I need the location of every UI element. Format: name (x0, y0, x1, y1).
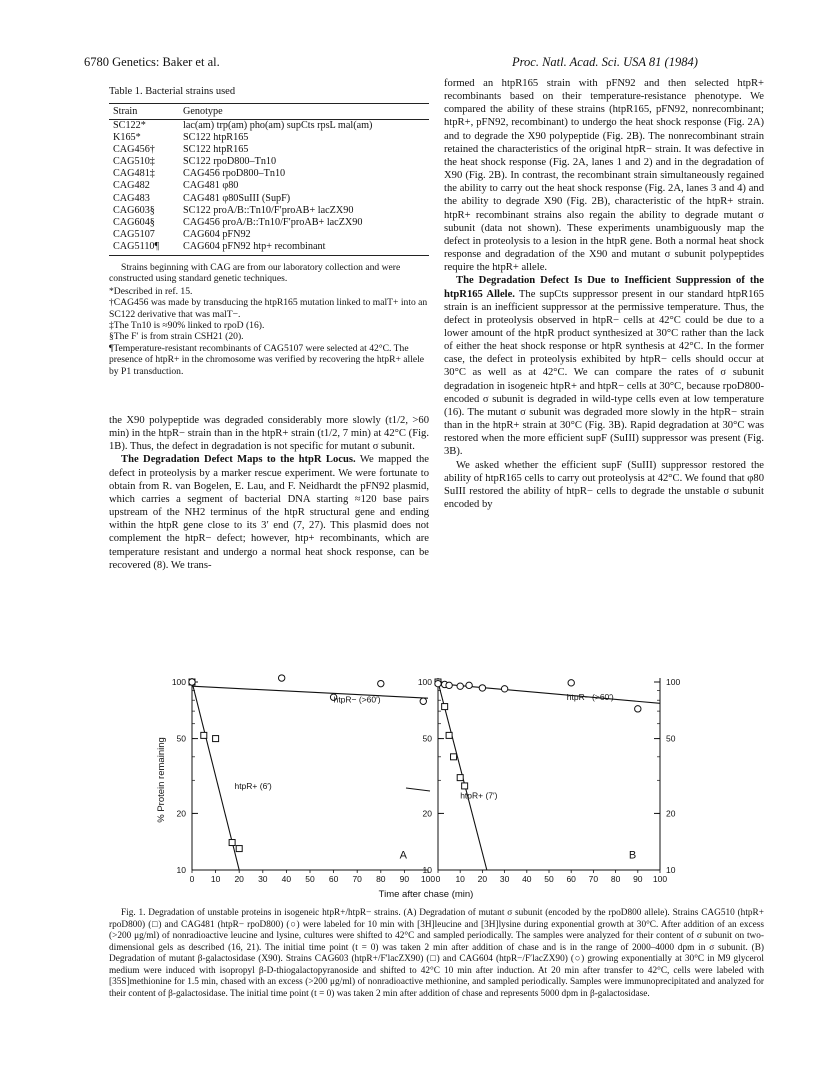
table-row (109, 120, 429, 133)
table-row (109, 217, 429, 229)
table-row (109, 132, 429, 144)
strain-cell: SC122* (113, 120, 146, 131)
y-tick-label: 50 (422, 733, 432, 744)
paragraph (109, 453, 429, 571)
data-point-circle (189, 679, 195, 685)
table-note: §The F′ is from strain CSH21 (20). (109, 331, 244, 343)
genotype-cell: CAG481 φ80SuIII (SupF) (183, 192, 291, 204)
table-body (109, 120, 429, 256)
data-point-circle (446, 682, 452, 688)
pointer-line (406, 788, 430, 791)
table-notes (109, 262, 429, 377)
genotype-cell: SC122 htpR165 (183, 132, 249, 144)
y-tick-label: 20 (422, 808, 432, 819)
paragraph: formed an htpR165 strain with pFN92 and then selected htpR+ recombinants based on their temperature-resistance phenotype. We compared the ability of these strains (htpR165, pFN92, nonrecombinant; htpR+, pFN92, recombinant) to undergo the heat shock response (Fig. 2A) and to degrade the X90 polypeptide (Fig. 2B). The nonrecombinant strain retained the characteristics of the original htpR− strain. It was defective in the heat shock response (Fig. 2A, lanes 1 and 2) and in the degradation of X90 (Fig. 2B). In contrast, the recombinant strain simultaneously regained the ability to carry out the heat shock response (Fig. 2A, lanes 3 and 4) and the ability to degrade X90 (Fig. 2B), characteristic of the htpR+ strain. htpR+ recombinant strains also regain the ability to degrade mutant σ subunit (data not shown). These experiments unambiguously map the defect in proteolysis to a lesion in the htpR gene. Both a normal heat shock response and degradation of the X90 and mutant σ subunit polypeptides require the htpR+ allele. (444, 78, 764, 274)
panel-label: A (399, 849, 408, 862)
series-label: htpR+ (7′) (460, 790, 498, 801)
data-point-circle (435, 680, 441, 686)
series-label: htpR+ (6′) (234, 780, 272, 791)
x-tick-label: 40 (281, 874, 292, 884)
y-tick-label-right: 10 (666, 865, 676, 875)
data-point-circle (378, 680, 384, 686)
table-row (109, 144, 429, 156)
strain-cell: CAG604§ (113, 216, 155, 228)
genotype-cell: SC122 htpR165 (183, 144, 249, 156)
x-tick-label: 70 (352, 874, 362, 884)
strain-cell: CAG481‡ (113, 168, 155, 180)
data-point-square (446, 732, 452, 738)
x-tick-label: 30 (258, 874, 268, 884)
x-tick-label: 40 (522, 874, 532, 884)
y-tick-label-right: 20 (666, 808, 676, 819)
left-column (109, 414, 429, 572)
series-label: htpR− (>60′) (333, 694, 381, 705)
x-tick-label: 100 (420, 874, 436, 884)
y-tick-label: 10 (422, 865, 432, 875)
data-point-square (442, 704, 448, 710)
table-row (109, 180, 429, 192)
paragraph (444, 274, 764, 458)
table-row (109, 205, 429, 217)
fit-line (192, 686, 428, 698)
paragraph: the X90 polypeptide was degraded considerably more slowly (t1/2, >60 min) in the htpR− strain than in the htpR+ strain (t1/2, 7 min) at 42°C (Fig. 1B). Thus, the defect in degradation is not specific for mutant σ subunit. (109, 415, 429, 453)
section-heading: The Degradation Defect Maps to the htpR Locus. (121, 454, 356, 466)
x-tick-label: 60 (566, 874, 576, 884)
x-tick-label: 100 (652, 874, 668, 884)
strain-cell: CAG482 (113, 180, 150, 192)
strain-table (109, 103, 429, 256)
x-tick-label: 20 (477, 874, 488, 884)
data-point-square (457, 775, 463, 781)
table-row (109, 241, 429, 256)
table-1 (109, 86, 429, 377)
x-tick-label: 50 (305, 874, 315, 884)
genotype-cell: CAG604 pFN92 htp+ recombinant (179, 241, 429, 256)
table-title: Table 1. Bacterial strains used (109, 86, 236, 97)
table-row (109, 229, 429, 241)
figure-caption (109, 908, 764, 1000)
table-note: †CAG456 was made by transducing the htpR165 mutation linked to malT+ into an SC122 derivative that was malT−. (109, 297, 428, 320)
x-tick-label: 50 (544, 874, 554, 884)
x-tick-label: 30 (499, 874, 510, 884)
x-tick-label: 70 (588, 874, 599, 884)
genotype-cell: CAG604 pFN92 (183, 228, 251, 240)
page-header-left: 6780 Genetics: Baker et al. (84, 55, 220, 69)
table-note: ‡The Tn10 is ≈90% linked to rpoD (16). (109, 320, 265, 332)
strain-cell: CAG510‡ (113, 156, 155, 168)
data-point-circle (457, 683, 463, 689)
y-tick-label-right: 100 (666, 677, 681, 687)
genotype-cell: CAG456 rpoD800–Tn10 (183, 168, 286, 180)
y-tick-label-right: 50 (666, 733, 676, 744)
data-point-square (229, 840, 235, 846)
strain-cell: CAG5107 (113, 228, 155, 240)
table-row (109, 168, 429, 180)
genotype-cell: SC122 proA/B::Tn10/F′proAB+ lacZX90 (183, 204, 354, 216)
strain-cell: CAG483 (113, 192, 150, 204)
table-note: Strains beginning with CAG are from our laboratory collection and were constructed using standard genetic techniques. (109, 262, 401, 285)
page-header-right: Proc. Natl. Acad. Sci. USA 81 (1984) (512, 55, 698, 69)
section-text: We mapped the defect in proteolysis by a marker rescue experiment. We were fortunate to obtain from R. van Bogelen, E. Lau, and F. Neidhardt the pFN92 plasmid, which carries a segment of bacterial DNA starting ≈120 base pairs upstream of the NH2 terminus of the htpR structural gene and ending within the htpR gene close to its 3′ end (7, 27). This plasmid does not complement the htpR− defect; however, htp+ recombinants, which are temperature resistant and undergo a normal heat shock response, can be recovered (8). We trans- (109, 454, 429, 571)
section-heading: The Degradation Defect Is Due to Inefficient Suppression of the htpR165 Allele. (444, 275, 764, 300)
caption-text: Fig. 1. Degradation of unstable proteins in isogeneic htpR+/htpR− strains. (A) Degradation of mutant σ subunit (encoded by the rpoD800 allele). Strains CAG510 (htpR+ rpoD800) (□) and CAG481 (htpR− rpoD800) (○) were labeled for 10 min with [3H]leucine and [3H]lysine during exponential growth at 30°C. After addition of an excess (>200 μg/ml) of nonradioactive leucine and lysine, cultures were shifted to 42°C and sampled periodically. The samples were analyzed for their content of σ subunit on two-dimensional gels as described (16, 21). The initial time point (t = 0) was taken 2 min after addition of chase and is in the range of 2000–4000 dpm in σ subunit. (B) Degradation of mutant β-galactosidase (X90). Strains CAG603 (htpR+/F′lacZX90) (□) and CAG604 (htpR−/F′lacZX90) (○) growing exponentially at 30°C in M9 glycerol medium were induced with isopropyl β-D-thiogalactopyranoside and shifted to 42°C 10 min after induction. At 20 min after transfer to 42°C, cells were labeled with [35S]methionine for 1.5 min, chased with an excess (>200 μg/ml) of nonradioactive methionine, and sampled periodically. Samples were immunoprecipitated and analyzed for their content of β-galactosidase. The initial time point (t = 0) was taken 2 min after addition of chase and represents 5000 dpm in β-galactosidase. (109, 908, 764, 999)
section-text: The supCts suppressor present in our standard htpR165 strain is an inefficient suppressor at the permissive temperature. Thus, the defect in proteolysis observed in htpR− cells at 42°C could be due to a lower amount of the htpR product synthesized at 30°C rather than the lack of either the heat shock response or htpR synthesis at 42°C. In the former case, the defect in proteolysis exhibited by htpR− cells should occur at 30°C as well as at 42°C. We can compare the rates of σ subunit degradation in isogeneic htpR+ and htpR− cells at 30°C, because rpoD800-encoded σ subunit is degraded in wild-type cells even at low temperature (16). The mutant σ subunit was degraded more slowly in the htpR− strain than in the htpR+ strain at 30°C (Fig. 3B). Rapid degradation at 30°C was restored when the more efficient supF (SuIII) suppressor was present (Fig. 3B). (444, 288, 765, 458)
data-point-circle (420, 698, 426, 704)
x-tick-label: 10 (210, 874, 221, 884)
genotype-cell: CAG456 proA/B::Tn10/F′proAB+ lacZX90 (183, 216, 363, 228)
y-tick-label: 100 (417, 677, 432, 687)
x-tick-label: 80 (610, 874, 621, 884)
x-axis-label: Time after chase (min) (378, 889, 474, 900)
data-point-square (201, 732, 207, 738)
panel-label: B (628, 849, 637, 862)
data-point-circle (278, 675, 284, 681)
strain-cell: CAG603§ (113, 204, 155, 216)
col-header-strain: Strain (109, 104, 179, 120)
strain-cell: K165* (113, 132, 141, 144)
x-tick-label: 60 (328, 874, 339, 884)
x-tick-label: 20 (234, 874, 244, 884)
genotype-cell: SC122 rpoD800–Tn10 (183, 156, 277, 168)
data-point-square (236, 846, 242, 852)
data-point-square (213, 736, 219, 742)
data-point-circle (635, 706, 641, 712)
x-tick-label: 90 (633, 874, 643, 884)
table-note: ¶Temperature-resistant recombinants of CAG5107 were selected at 42°C. The presence of htpR+ in the chromosome was verified by recovering the htpR+ allele by P1 transduction. (109, 342, 425, 377)
figure-1-chart (150, 670, 710, 902)
data-point-square (451, 754, 457, 760)
table-row (109, 193, 429, 205)
right-column (444, 77, 764, 511)
x-tick-label: 10 (455, 874, 465, 884)
y-tick-label: 50 (176, 733, 186, 744)
strain-cell: CAG5110¶ (109, 241, 179, 256)
data-point-square (462, 783, 468, 789)
data-point-circle (568, 680, 574, 686)
col-header-genotype: Genotype (179, 104, 429, 120)
x-tick-label: 0 (435, 874, 441, 884)
data-point-circle (479, 685, 485, 691)
paragraph: We asked whether the efficient supF (SuIII) suppressor restored the ability of htpR165 cells to carry out proteolysis at 42°C. We found that φ80 SuIII restored the ability of htpR− cells to degrade the unstable σ subunit encoded by (444, 459, 764, 510)
x-tick-label: 0 (189, 874, 195, 884)
y-tick-label: 10 (176, 865, 186, 875)
genotype-cell: lac(am) trp(am) pho(am) supCts rpsL mal(am) (183, 120, 373, 131)
strain-cell: CAG456† (113, 144, 155, 156)
table-note: *Described in ref. 15. (109, 285, 193, 297)
data-point-circle (466, 682, 472, 688)
x-tick-label: 90 (399, 874, 410, 884)
x-tick-label: 80 (376, 874, 386, 884)
series-label: htpR− (>60′) (566, 692, 614, 703)
table-row (109, 156, 429, 168)
y-axis-label: % Protein remaining (156, 737, 167, 823)
y-tick-label: 20 (176, 808, 186, 819)
genotype-cell: CAG481 φ80 (183, 180, 239, 192)
data-point-circle (501, 686, 507, 692)
y-tick-label: 100 (171, 677, 186, 687)
